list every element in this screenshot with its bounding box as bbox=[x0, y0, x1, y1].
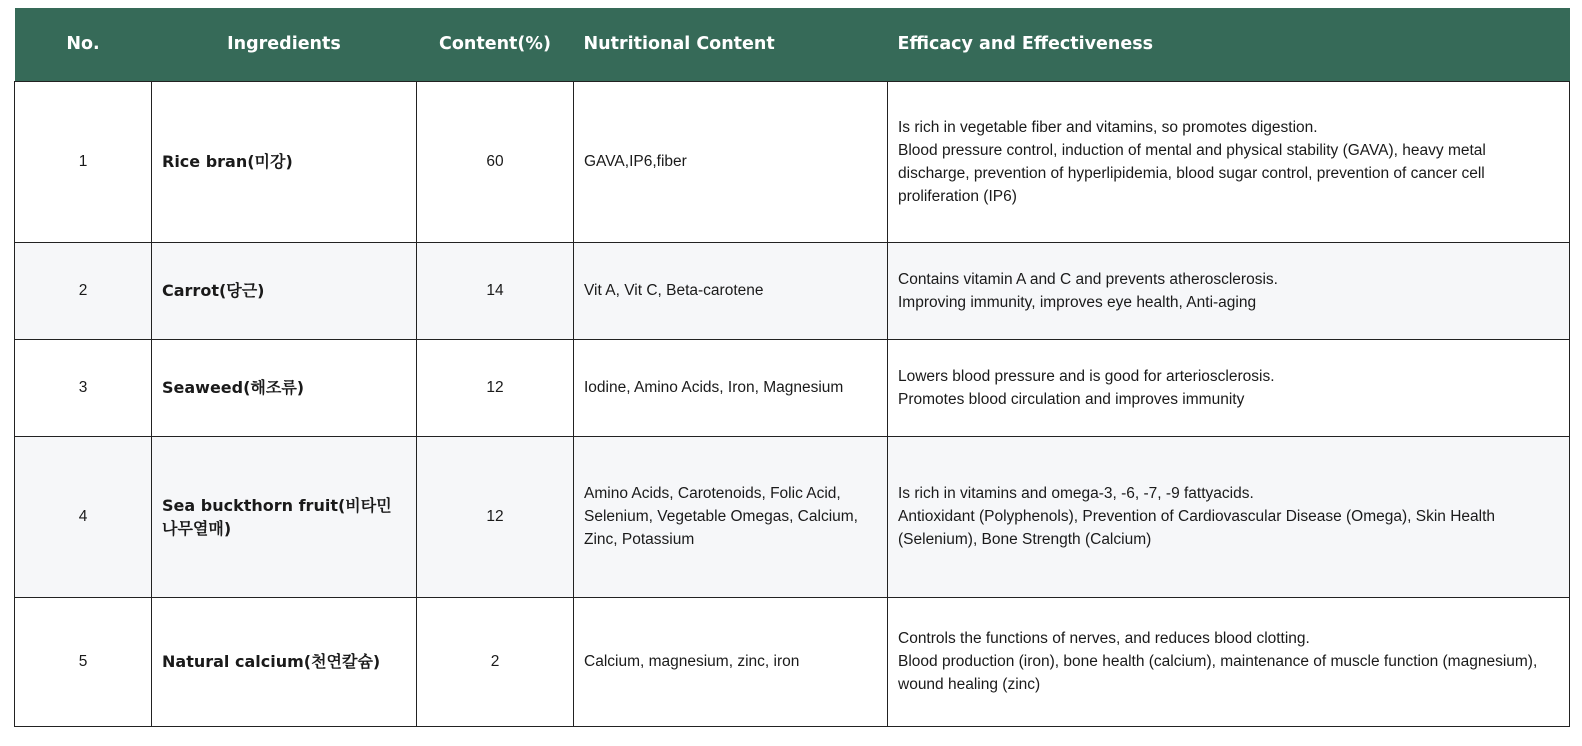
cell-no: 3 bbox=[15, 339, 152, 436]
cell-efficacy bbox=[888, 436, 1570, 597]
cell-content: 14 bbox=[417, 242, 574, 339]
efficacy-line: Lowers blood pressure and is good for arteriosclerosis. bbox=[898, 367, 1275, 385]
cell-content: 12 bbox=[417, 339, 574, 436]
ingredients-table bbox=[14, 8, 1570, 727]
table-row bbox=[15, 597, 1570, 726]
header-efficacy: Efficacy and Effectiveness bbox=[897, 34, 1154, 55]
cell-ingredient: Seaweed(해조류) bbox=[152, 339, 417, 436]
efficacy-line: Promotes blood circulation and improves immunity bbox=[898, 390, 1245, 408]
cell-no: 2 bbox=[15, 242, 152, 339]
cell-nutritional: Amino Acids, Carotenoids, Folic Acid, Selenium, Vegetable Omegas, Calcium, Zinc, Potassium bbox=[574, 436, 888, 597]
cell-efficacy bbox=[888, 81, 1570, 242]
table-header bbox=[15, 8, 1570, 81]
cell-no: 4 bbox=[15, 436, 152, 597]
table-row bbox=[15, 436, 1570, 597]
cell-ingredient: Carrot(당근) bbox=[152, 242, 417, 339]
efficacy-line: Is rich in vegetable fiber and vitamins, so promotes digestion. bbox=[898, 118, 1318, 136]
table-row bbox=[15, 339, 1570, 436]
table-body bbox=[15, 81, 1570, 726]
efficacy-line: Contains vitamin A and C and prevents atherosclerosis. bbox=[898, 270, 1278, 288]
cell-nutritional: Iodine, Amino Acids, Iron, Magnesium bbox=[574, 339, 888, 436]
cell-efficacy bbox=[888, 242, 1570, 339]
cell-ingredient: Sea buckthorn fruit(비타민나무열매) bbox=[152, 436, 417, 597]
table-row bbox=[15, 81, 1570, 242]
cell-nutritional: Calcium, magnesium, zinc, iron bbox=[574, 597, 888, 726]
header-nutritional-content: Nutritional Content bbox=[583, 34, 775, 55]
efficacy-line: Improving immunity, improves eye health, Anti-aging bbox=[898, 293, 1257, 311]
header-content: Content(%) bbox=[439, 34, 551, 55]
header-no: No. bbox=[66, 34, 100, 55]
cell-efficacy bbox=[888, 597, 1570, 726]
cell-content: 2 bbox=[417, 597, 574, 726]
cell-nutritional: Vit A, Vit C, Beta-carotene bbox=[574, 242, 888, 339]
cell-nutritional: GAVA,IP6,fiber bbox=[574, 81, 888, 242]
efficacy-line: Blood pressure control, induction of mental and physical stability (GAVA), heavy metal discharge, prevention of hyperlipidemia, blood sugar control, prevention of cancer cell proliferation (IP6) bbox=[898, 141, 1486, 205]
header-ingredients: Ingredients bbox=[227, 34, 341, 55]
cell-no: 5 bbox=[15, 597, 152, 726]
efficacy-line: Antioxidant (Polyphenols), Prevention of Cardiovascular Disease (Omega), Skin Health (Selenium), Bone Strength (Calcium) bbox=[898, 508, 1496, 548]
table-row bbox=[15, 242, 1570, 339]
cell-no: 1 bbox=[15, 81, 152, 242]
efficacy-line: Blood production (iron), bone health (calcium), maintenance of muscle function (magnesium), wound healing (zinc) bbox=[898, 653, 1538, 693]
cell-content: 60 bbox=[417, 81, 574, 242]
cell-content: 12 bbox=[417, 436, 574, 597]
header-row bbox=[15, 8, 1570, 81]
cell-ingredient: Rice bran(미강) bbox=[152, 81, 417, 242]
cell-efficacy bbox=[888, 339, 1570, 436]
cell-ingredient: Natural calcium(천연칼슘) bbox=[152, 597, 417, 726]
efficacy-line: Controls the functions of nerves, and reduces blood clotting. bbox=[898, 630, 1310, 647]
efficacy-line: Is rich in vitamins and omega-3, -6, -7, -9 fattyacids. bbox=[898, 485, 1254, 502]
